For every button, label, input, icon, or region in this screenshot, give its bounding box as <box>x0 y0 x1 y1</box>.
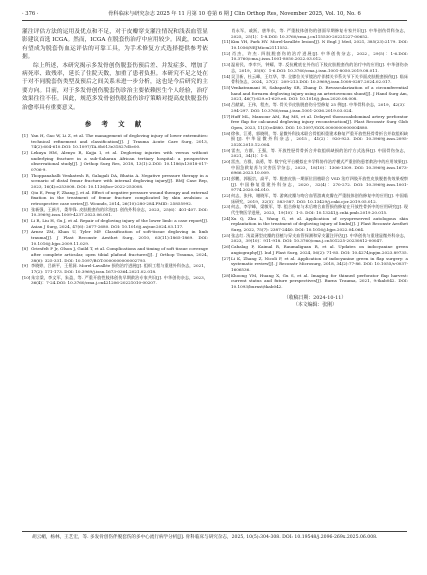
reference-item <box>22 263 208 274</box>
reference-item <box>222 39 408 50</box>
reference-number: [20] <box>222 159 231 165</box>
reference-number: [17] <box>222 113 231 119</box>
reference-item <box>222 74 408 85</box>
reference-text: Arnez ZM, Khan U, Tyler MP. Classification of soft-tissue degloving in limb trauma[J]. J Plast Reconstr Aesthet Surg, 2010, 63(11):1865-1869. DOI: 10.1016/j.bjps.2009.11.029. <box>31 229 208 246</box>
reference-text: 张志红. 浅谈薄型皮瓣的回植与穿支血管探测和穿支灌注评估[J]. 中华创伤与重建显微外科杂志，2023，39(10)：911-918. DOI: 10.3760/cma.j.cn501225-20230812-00047. <box>231 232 408 244</box>
reference-number: [21] <box>222 176 231 181</box>
received-date: （收稿日期：2024-10-11） <box>283 295 347 302</box>
left-column <box>22 28 208 286</box>
body-paragraph: 灌注评估方法的运用及优点和不足，对于皮瓣穿支灌注情况和浅表血管显影建议首选 ICGA。然而，ICGA 在脱套伤治疗中应用较少。因此，ICGA 有望成为脱套伤血运评估的可靠工具，为手术修复方式选择提供参考依据。 <box>22 29 208 61</box>
reference-text: 吴卫新，杜云峰，王红华，等. 全膝位关节镜治疗伴膝关节系关节下关节面皮肤脱套损伤[J]. 临床骨科杂志，2024，27(2)：209-213.DOI: 10.3969/j.issn.1008-0287.2024.02.017. <box>231 73 408 85</box>
reference-number: [4] <box>22 189 28 195</box>
reference-number: [10] <box>22 274 31 280</box>
reference-number: [2] <box>22 150 28 156</box>
reference-number: [12] <box>222 50 231 56</box>
reference-text: 肖永军，戚跃，唐华东，等. 严重肢体创伤的创面早期修复专家共识[J]. 中华创伤骨科杂志，2025，25(1)：1-8.DOI: 10.3760/cma.j.cn115530-20221227-00652. <box>231 28 408 39</box>
reference-number: [28] <box>222 272 231 278</box>
reference-item <box>222 85 408 102</box>
journal-info: 骨科临床与研究杂志 2025 年 11 月第 10 卷第 6 期 J Clin Orthop Res, November 2025, Vol. 10, No. 6 <box>108 11 361 17</box>
reference-item <box>22 246 208 263</box>
reference-number: [8] <box>22 246 28 252</box>
reference-text: 何志，张伟，谢晓军，等. 游离皮瓣与吻合血管游离皮瓣在严重肢体创伤修复中的应用[J]. 中国临床研究，2019，32(5)：583-587. DOI: 10.13429/j.cnki.cjcr.2019.05.012. <box>231 192 408 204</box>
page-header <box>22 8 407 21</box>
reference-item <box>222 256 408 273</box>
reference-text: Khoong YM, Huang X, Gu S, et al. Imaging for thinned perforator flap harvest: current status and future perspectives[J]. Burns Trauma, 2021, 9:tkab042. DOI: 10.1093/burnst/tkab042. <box>231 272 408 289</box>
reference-text: Thoppanahalli Venkatesh R, Galagali DA, Bhatia A. Negative pressure therapy in a scenario of distal femur fracture with internal degloving injury[J]. BMJ Case Rep, 2023, 16(4):e253008. DOI: 10.1136/bcr-2022-253008. <box>31 172 208 189</box>
reference-item <box>22 133 208 150</box>
reference-number: [16] <box>222 102 231 108</box>
reference-number: [15] <box>222 85 231 91</box>
reference-item <box>222 28 408 39</box>
reference-text: Kim YH, Park HY. Morel-lavallée lesion[J]. N Engl J Med, 2021, 385(23):2179. DOI: 10.1056/NEJMicm2111552. <box>231 39 408 50</box>
reference-item <box>22 275 208 286</box>
reference-text: 何志，李学峰，梁敏军，等. 组合修复与术后吻合血管损伤修复在开放性骨折中的应用研究[J]. 现代生物医学进展，2023，19(10)：1-5. DOI: 10.13241/j.cnki.pmb.2019.20.015. <box>231 204 408 215</box>
references-heading: 参 考 文 献 <box>84 120 146 129</box>
reference-number: [14] <box>222 73 231 79</box>
reference-text: Yan H, Gao W, Li Z, et al. The management of degloving injury of lower extremities: technical refinement and classification[J]. J Trauma Acute Care Surg, 2013, 74(2):604-610.DOI: 10.1097/TA.0b013e31827d5e00. <box>31 133 208 150</box>
reference-number: [1] <box>22 133 28 139</box>
reference-number: [18] <box>222 130 231 136</box>
reference-item <box>222 204 408 215</box>
reference-number: [7] <box>22 229 28 235</box>
reference-text: Qiu E, Peng F, Zhang J, et al. Effect of negative pressure wound therapy and external fixation in the treatment of femur fracture complicated by skin avulsion: a retrospective case series[J]. Wounds, 2014, 26(10):280-284.PMID: 25855992. <box>31 189 208 206</box>
citation-footer: 胡云嵋，杨林，王艺宏，等. 多发骨创伤伴脱套伤的多中心流行病学分析[J]. 骨科临床与研究杂志，2025, 10(5):304-308. DOI: 10.19548/j.2096-269x.2025.06.008. <box>22 531 407 542</box>
reference-item <box>222 131 408 148</box>
reference-text: Cabalag P, Kaimal R, Raumaliguan R, et al. Updates on indocyanine green angiography[J]. Ind J Plast Surg, 2024, 56(2): 71-85. DOI: 10.4274/npjm.2023.89735. <box>231 244 408 255</box>
reference-number: [5] <box>22 206 28 212</box>
reference-item <box>222 114 408 131</box>
reference-text: 徐伟，江勇，郭晓明，等. 显微外科技术联合骨组织重建术修复严重开放性胫骨骨折合并软组织缺损[J]. 中华显微外科杂志，2015，41(2)：920-923. DOI: 10.3969/j.issn.2095-252X.2015.12.004. <box>231 130 408 147</box>
reference-list-right <box>222 28 408 289</box>
reference-text: Xu Q, Zhu L, Wang G, et al. Application of cryopreserved autologous skin replantation in the treatment of degloving injury of limbs[J]. J Plast Reconstr Aesthet Surg, 2022, 75(7): 2387-2440. DOI: 10.1016/j.bjps.2022.04.064. <box>231 215 408 232</box>
reference-number: [22] <box>222 192 231 198</box>
reference-item <box>22 173 208 190</box>
reference-number: [27] <box>222 255 231 261</box>
reference-item <box>222 51 408 62</box>
reference-item <box>22 190 208 207</box>
reference-text: 雷杰，方群，高勇，等. 数字化平台模拟在多学科协作治疗模式严重创伤患者救治中的应用效果[J]. 中国急救复苏与灾害医学杂志，2023，18(10)：1306-1309. DOI: 10.3969/j.issn.1673-6966.2023.10.009. <box>231 159 408 176</box>
reference-number: [11] <box>222 39 231 45</box>
reference-number: [6] <box>22 217 28 223</box>
reference-item <box>222 216 408 233</box>
reference-text: 肖杰，许杰. 四肢脱套伤的治疗进展[J]. 中华创伤杂志，2022，29(5)：1-6.DOI: 10.3760/cma.j.issn.1001-8050.2022.03.012. <box>231 50 408 62</box>
reference-item <box>222 193 408 204</box>
body-paragraph: 综上所述，本研究揭示多发骨创伤脱套伤预后差、并发症多、增加了病死率、致残率，延长了住院天数，加重了患者负担。本研究不足之处在于对不同脱套伤类型及预后之间关系未进一步分析，这也是今后研究的主要方向。目前，对于多发骨创伤脱套伤诊治主要依赖医生个人经验，治疗效果往往不佳。因此，规范多发骨创伤脱套伤诊疗策略对提高皮肤脱套伤治愈率具有重要意义。 <box>22 62 208 111</box>
reference-text: Li R, Liu H, Gu J, et al. Repair of degloving injury of the lower limb: a case report[J]. Asian J Surg, 2024, 47(6): 2677-2680. DOI: 10.1016/j.asjsur.2024.03.117. <box>31 217 208 229</box>
reference-item <box>22 150 208 172</box>
reference-item <box>22 229 208 246</box>
reference-item <box>222 273 408 290</box>
reference-item <box>22 218 208 229</box>
reference-text: Griesfelt P Jr, Olson J, Guild T, et al. Complications and timing of soft tissue coverage after complete articular, open tibial plafond fractures[J]. J Orthop Trauma, 2024, 38(6): 325-331. DOI: 10.1097/BOT.0000000000002793. <box>31 246 208 263</box>
reference-item <box>22 207 208 218</box>
reference-text: 彭鹏，郭振宗，高平，等. 脱套皮肤一期原位回植联合 VSD 治疗四肢开放性皮肤脱套伤效果观察[J]. 中国修复重建外科杂志，2020，32(4)：270-272. DOI: 10.3969/j.issn.1001-9774.2020.04.010. <box>231 176 408 193</box>
reference-text: Lekuya HM, Alenyo R, Kajja I, et al. Degloving injuries with versus without underlying fracture in a sub-Saharan African tertiary hospital: a prospective observational study[J]. J Orthop Surg Res, 2018, 13(1):2.DOI: 10.1186/s13018-017-0706-9. <box>31 150 208 172</box>
reference-item <box>222 176 408 193</box>
reference-text: Venkatramani H, Sabapathy SR, Zhang D. Revascularization of a circumferential hand and forearm degloving injury using an arteriovenous shunt[J]. J Hand Surg Am, 2021, 46(7):629.e1-629.e6. DOI: 10.1016/j.jhsa.2020.08.008. <box>231 85 408 102</box>
page-number: · 376 · <box>22 11 39 17</box>
reference-number: [13] <box>222 62 231 68</box>
reference-item <box>222 102 408 113</box>
reference-number: [24] <box>222 215 231 221</box>
editor-note: （本文编辑：张刚） <box>292 302 338 309</box>
right-column <box>222 28 408 309</box>
reference-item <box>222 233 408 244</box>
reference-text: 朱宗梁，李文军，朱盈，等. 严重开放性肢体创伤早期救治专家共识[J]. 中华创伤杂志，2023，36(4)：7-24.DOI: 10.3760/cma.j.cn421206-20221010-00207. <box>31 274 208 286</box>
reference-text: 吕献斌，王伟，程杰，等. 骨关节皮肤脱套伤分型修复 25 例[J]. 中华骨科杂志，2019，42(3)：294-297. DOI: 10.3760/cma.j.issn.1001-2036.2019.03.024. <box>231 102 408 113</box>
reference-list-left <box>22 133 208 286</box>
reference-number: [3] <box>22 172 28 178</box>
reference-text: Huff ML, Mansour AM, Raj MS, et al. Delayed thoracoabdominal artery perforator free flap for calcaneal degloving injury reconstruction[J]. Plast Reconstr Surg Glob Open, 2023, 11(3):e4880. DOI: 10.1097/GOX.0000000000004880. <box>231 113 408 130</box>
reference-text: Li K, Zhang Z, Nicoli F, et al. Application of indocyanine green in flap surgery: a systematic review[J]. J Reconstr Microsurg, 2018, 34(2):77-86. DOI: 10.1055/s-0037-1606536. <box>231 255 408 272</box>
reference-text: 张新强，王新月，娄华锋. 皮肤脱套伤的诊治[J]. 创伤外科杂志，2023，25(6)：401-407. DOI: 10.3969/j.issn.1009-4237.2023.06.001. <box>31 206 208 218</box>
reference-item <box>222 244 408 255</box>
reference-text: 雷杰，方群，王强，等. 开放性胫骨骨折合并软组织缺损的治疗方式选择[J]. 中国骨伤杂志，2021，34(1)：1-5. <box>231 147 408 159</box>
reference-number: [26] <box>222 244 231 250</box>
reference-item <box>222 148 408 159</box>
reference-item <box>222 62 408 73</box>
reference-number: [19] <box>222 147 231 153</box>
reference-number: [9] <box>22 263 28 269</box>
reference-text: 李晓婷，吕新平，王景洞. Morel-Lavallée 损伤治疗进展[J]. 组织工程与重建外科杂志，2021，17(2): 171-173. DOI: 10.3969/j.issn.1673-0364.2021.02.018. <box>31 263 208 274</box>
reference-number: [23] <box>222 204 231 210</box>
reference-item <box>222 159 408 176</box>
reference-number: [25] <box>222 232 231 238</box>
reference-text: 温裕民，李幸兴，钟耀，等. 反抗靴底在外伤后下肢皮肤脱套伤的治疗中的应用[J]. 中华创伤杂志，2019，35(8)：1-6.DOI: 10.3760/cma.j.issn.1001-8050.2019.08.011. <box>231 62 408 73</box>
